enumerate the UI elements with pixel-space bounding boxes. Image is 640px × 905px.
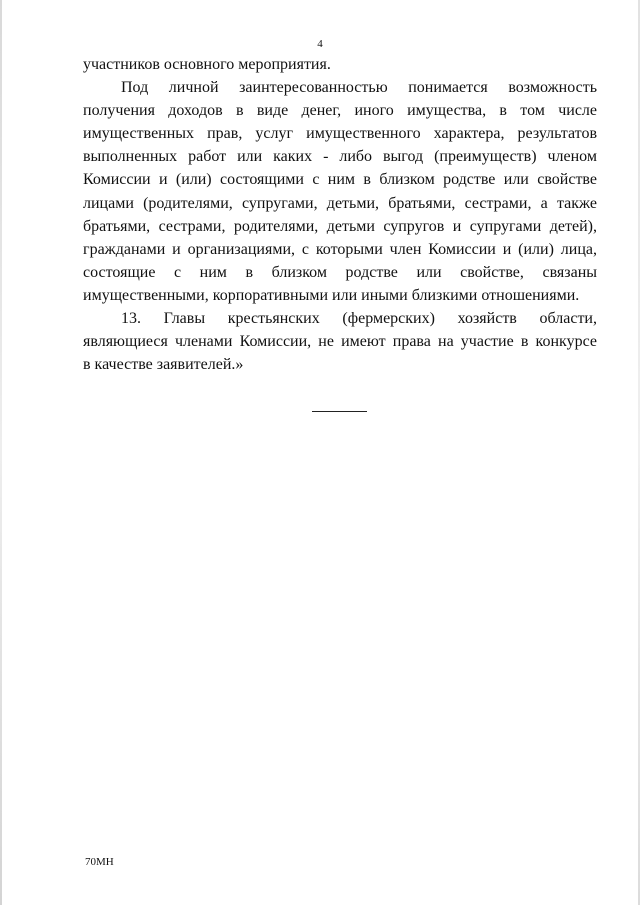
text-line: в качестве заявителей.»: [83, 356, 244, 374]
scan-edge-left: [0, 0, 2, 905]
section-divider: [312, 411, 367, 412]
text-line: гражданами и организациями, с которыми член Комиссии и (или) лица,: [83, 240, 597, 258]
text-line: участников основного мероприятия.: [83, 56, 331, 73]
text-line: состоящие с ним в близком родстве или свойстве, связаны: [83, 263, 597, 281]
text-line: являющиеся членами Комиссии, не имеют права на участие в конкурсе: [83, 333, 597, 351]
text-line: выполненных работ или каких - либо выгод (преимуществ) членом: [83, 148, 597, 166]
footer-code: 70МН: [85, 856, 114, 868]
text-line: Комиссии и (или) состоящими с ним в близком родстве или свойстве: [83, 171, 597, 189]
paragraph-13-start: 13. Главы крестьянских (фермерских) хозяйств области,: [121, 310, 597, 328]
text-line: имущественными, корпоративными или иными близкими отношениями.: [83, 286, 580, 304]
text-line: имущественных прав, услуг имущественного характера, результатов: [83, 125, 597, 143]
text-line: братьями, сестрами, родителями, детьми супругов и супругами детей),: [83, 217, 597, 235]
text-line: лицами (родителями, супругами, детьми, братьями, сестрами, а также: [83, 194, 597, 212]
text-line: получения доходов в виде денег, иного имущества, в том числе: [83, 102, 597, 120]
paragraph-personal-interest-start: Под личной заинтересованностью понимается возможность: [121, 79, 597, 97]
page-number: 4: [317, 38, 323, 50]
document-body: [83, 53, 597, 376]
